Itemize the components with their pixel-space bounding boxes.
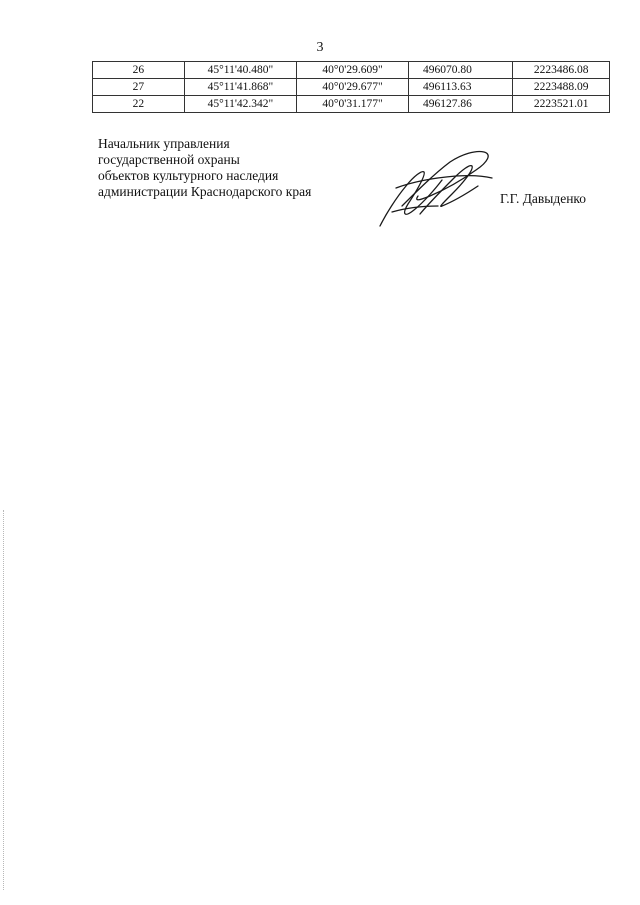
x-coordinate-cell: 496113.63: [409, 79, 513, 96]
signatory-position: [98, 136, 311, 200]
point-number-cell: 22: [93, 96, 185, 113]
handwritten-signature-icon: [372, 148, 502, 228]
signer-name: Г.Г. Давыденко: [500, 191, 587, 206]
latitude-cell: 45°11'40.480": [184, 62, 296, 79]
y-coordinate-cell: 2223488.09: [513, 79, 610, 96]
table-row: [93, 62, 610, 79]
latitude-cell: 45°11'41.868": [184, 79, 296, 96]
latitude-cell: 45°11'42.342": [184, 96, 296, 113]
x-coordinate-cell: 496070.80: [409, 62, 513, 79]
point-number-cell: 26: [93, 62, 185, 79]
scan-edge-divider: [3, 510, 5, 890]
y-coordinate-cell: 2223486.08: [513, 62, 610, 79]
point-number-cell: 27: [93, 79, 185, 96]
position-line: государственной охраны: [98, 152, 240, 167]
longitude-cell: 40°0'31.177": [297, 96, 409, 113]
longitude-cell: 40°0'29.677": [297, 79, 409, 96]
coordinates-table: [92, 61, 610, 113]
y-coordinate-cell: 2223521.01: [513, 96, 610, 113]
position-line: объектов культурного наследия: [98, 168, 279, 183]
page-number: 3: [316, 40, 324, 55]
x-coordinate-cell: 496127.86: [409, 96, 513, 113]
longitude-cell: 40°0'29.609": [297, 62, 409, 79]
position-line: Начальник управления: [98, 136, 230, 151]
position-line: администрации Краснодарского края: [98, 184, 312, 199]
table-row: [93, 79, 610, 96]
table-row: [93, 96, 610, 113]
